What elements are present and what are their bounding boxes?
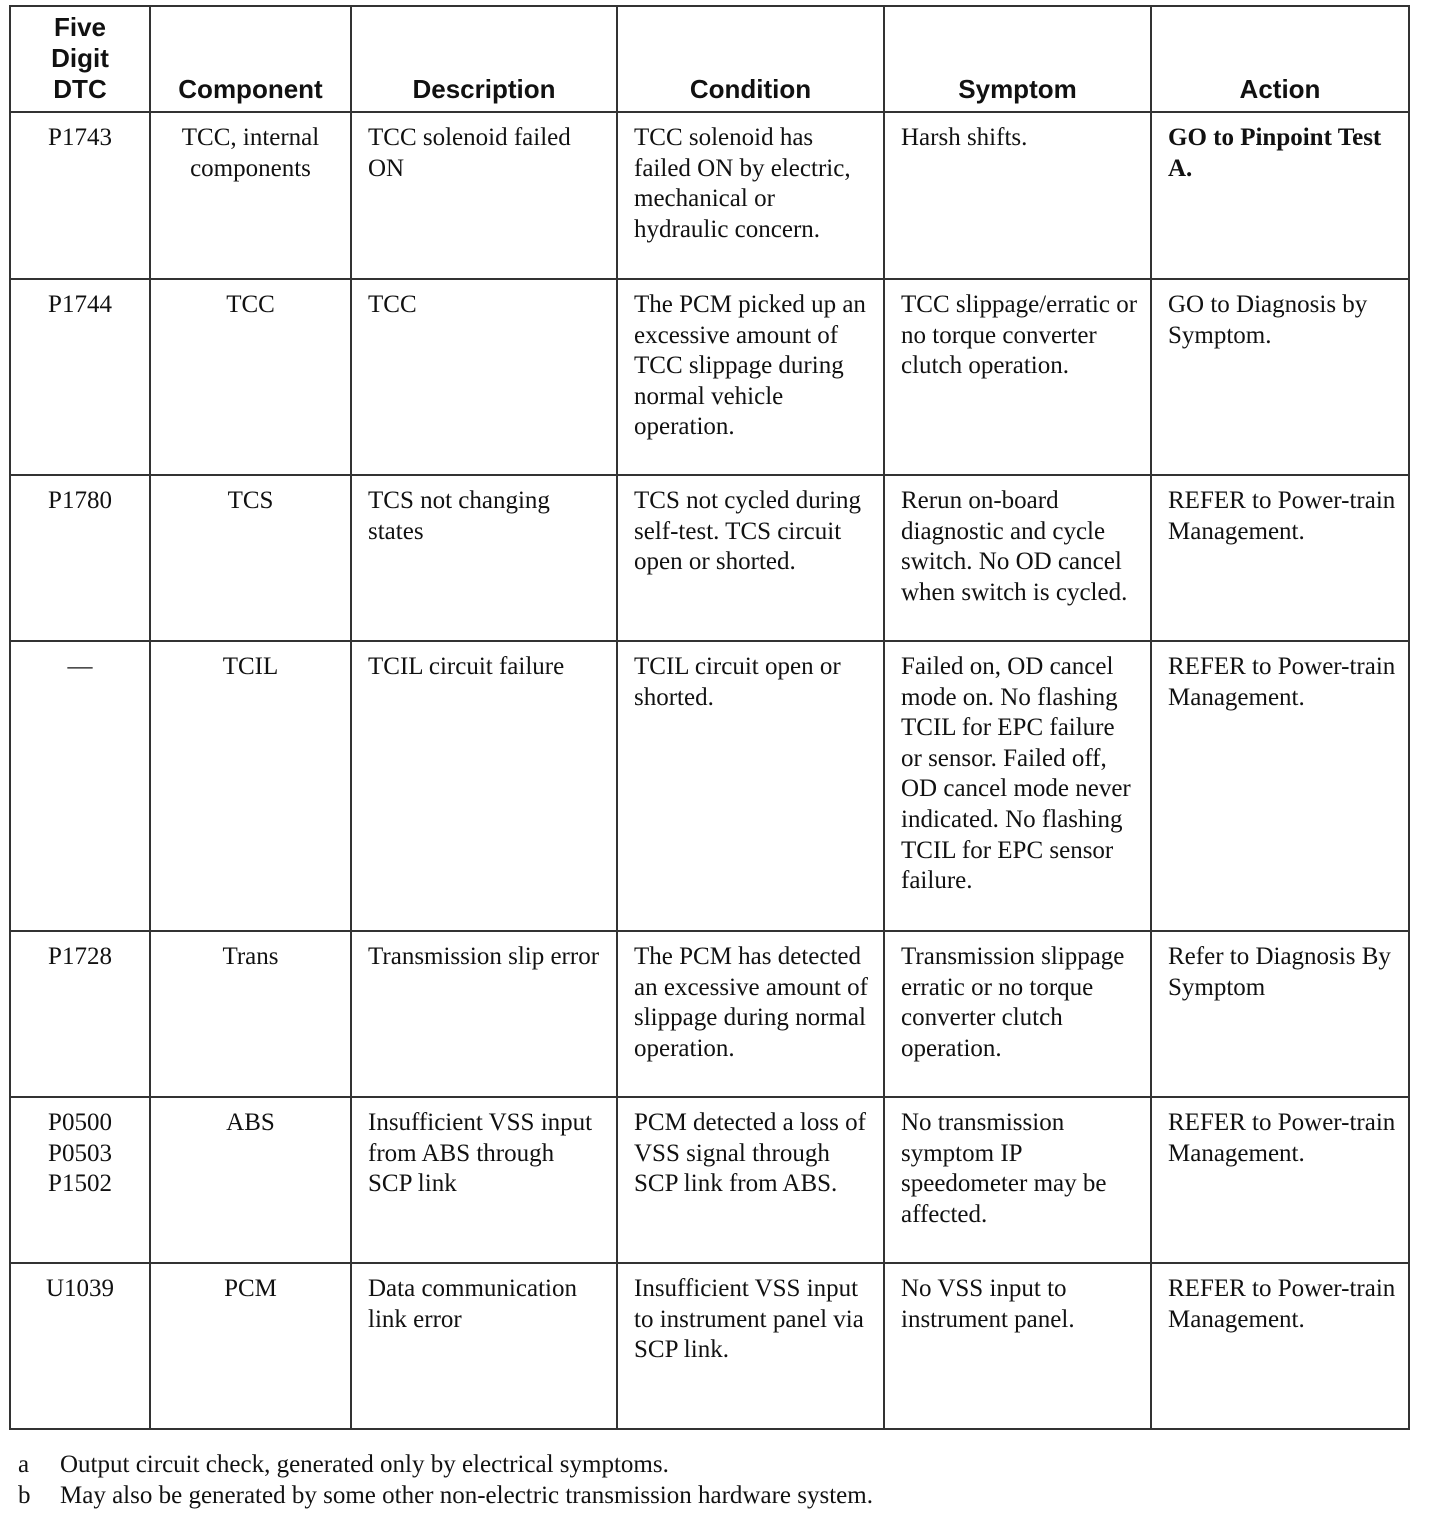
cell-action: REFER to Power-train Management.: [1151, 1097, 1409, 1263]
cell-dtc: P1780: [10, 475, 150, 641]
cell-condition: TCC solenoid has failed ON by electric, mechanical or hydraulic concern.: [617, 112, 884, 279]
cell-condition: TCS not cycled during self-test. TCS circuit open or shorted.: [617, 475, 884, 641]
table-row: [10, 931, 1409, 1097]
header-symptom: Symptom: [884, 6, 1151, 112]
cell-action: REFER to Power-train Management.: [1151, 1263, 1409, 1429]
cell-description: Insufficient VSS input from ABS through SCP link: [351, 1097, 617, 1263]
header-action: Action: [1151, 6, 1409, 112]
dtc-table: [9, 5, 1410, 1430]
table-row: [10, 1097, 1409, 1263]
table-row: [10, 641, 1409, 931]
cell-condition: TCIL circuit open or shorted.: [617, 641, 884, 931]
cell-action: Refer to Diagnosis By Symptom: [1151, 931, 1409, 1097]
cell-symptom: TCC slippage/erratic or no torque converter clutch operation.: [884, 279, 1151, 475]
cell-dtc: P1728: [10, 931, 150, 1097]
cell-component: TCS: [150, 475, 351, 641]
cell-action: GO to Diagnosis by Symptom.: [1151, 279, 1409, 475]
cell-description: Data communication link error: [351, 1263, 617, 1429]
cell-symptom: No transmission symptom IP speedometer may be affected.: [884, 1097, 1151, 1263]
cell-component: TCC, internal components: [150, 112, 351, 279]
cell-component: ABS: [150, 1097, 351, 1263]
footnote-key: b: [18, 1482, 31, 1509]
table-row: [10, 279, 1409, 475]
cell-condition: Insufficient VSS input to instrument panel via SCP link.: [617, 1263, 884, 1429]
cell-component: TCC: [150, 279, 351, 475]
header-component: Component: [150, 6, 351, 112]
cell-dtc: P0500 P0503 P1502: [10, 1097, 150, 1263]
cell-component: PCM: [150, 1263, 351, 1429]
header-row: [10, 6, 1409, 112]
cell-description: TCS not changing states: [351, 475, 617, 641]
footnote-text: Output circuit check, generated only by electrical symptoms.: [60, 1451, 669, 1478]
cell-symptom: No VSS input to instrument panel.: [884, 1263, 1151, 1429]
cell-dtc: —: [10, 641, 150, 931]
cell-action: GO to Pinpoint Test A.: [1151, 112, 1409, 279]
cell-symptom: Transmission slippage erratic or no torque converter clutch operation.: [884, 931, 1151, 1097]
footnote-key: a: [18, 1451, 30, 1478]
cell-description: TCIL circuit failure: [351, 641, 617, 931]
footnote: [18, 1480, 873, 1511]
table-row: [10, 112, 1409, 279]
cell-symptom: Rerun on-board diagnostic and cycle switch. No OD cancel when switch is cycled.: [884, 475, 1151, 641]
cell-component: TCIL: [150, 641, 351, 931]
cell-dtc: U1039: [10, 1263, 150, 1429]
cell-dtc: P1744: [10, 279, 150, 475]
header-description: Description: [351, 6, 617, 112]
cell-condition: PCM detected a loss of VSS signal through SCP link from ABS.: [617, 1097, 884, 1263]
table-row: [10, 1263, 1409, 1429]
cell-action: REFER to Power-train Management.: [1151, 641, 1409, 931]
cell-condition: The PCM has detected an excessive amount of slippage during normal operation.: [617, 931, 884, 1097]
header-dtc: Five Digit DTC: [10, 6, 150, 112]
footnote: [18, 1449, 873, 1480]
cell-dtc: P1743: [10, 112, 150, 279]
cell-symptom: Harsh shifts.: [884, 112, 1151, 279]
cell-action: REFER to Power-train Management.: [1151, 475, 1409, 641]
footnote-text: May also be generated by some other non-electric transmission hardware system.: [60, 1482, 873, 1509]
table-row: [10, 475, 1409, 641]
cell-component: Trans: [150, 931, 351, 1097]
cell-description: Transmission slip error: [351, 931, 617, 1097]
cell-condition: The PCM picked up an excessive amount of TCC slippage during normal vehicle operation.: [617, 279, 884, 475]
cell-description: TCC: [351, 279, 617, 475]
header-condition: Condition: [617, 6, 884, 112]
cell-symptom: Failed on, OD cancel mode on. No flashing TCIL for EPC failure or sensor. Failed off, OD cancel mode never indicated. No flashing TCIL for EPC sensor failure.: [884, 641, 1151, 931]
footnotes: [18, 1449, 873, 1511]
cell-description: TCC solenoid failed ON: [351, 112, 617, 279]
